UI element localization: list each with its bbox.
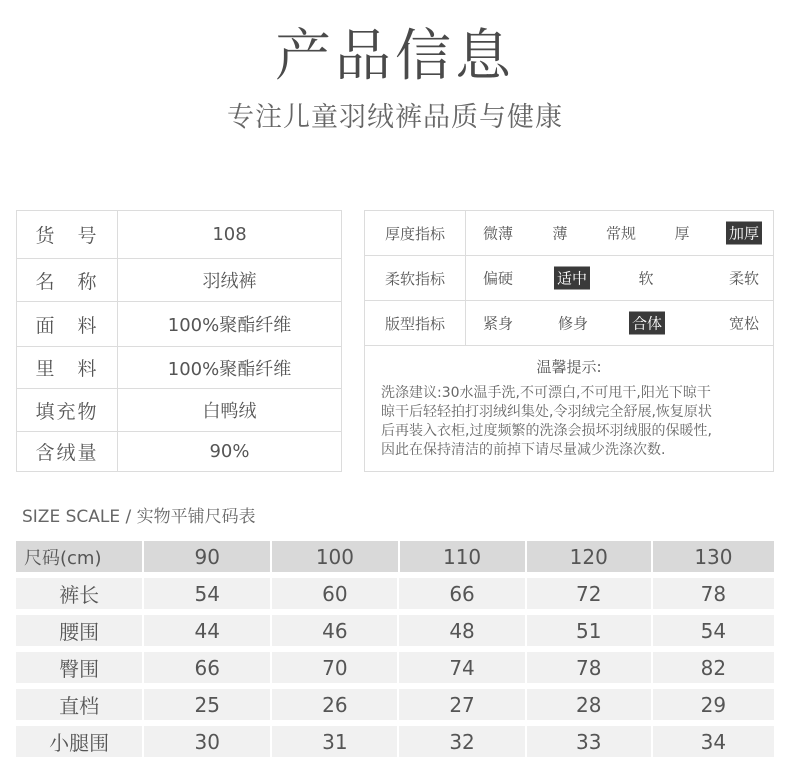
care-line: 因此在保持清洁的前掉下请尽量减少洗涤次数. [381, 442, 666, 458]
table-row [16, 652, 774, 683]
size-table-header [16, 541, 774, 572]
table-row [16, 578, 774, 609]
size-row-label: 臀围 [16, 652, 142, 683]
info-row [17, 347, 341, 389]
spec-option-selected: 适中 [554, 267, 590, 290]
size-cell: 66 [144, 652, 270, 683]
info-value: 羽绒裤 [202, 271, 257, 292]
size-header-cell: 130 [653, 541, 774, 572]
product-info-table [16, 210, 342, 472]
info-key: 里 料 [17, 347, 118, 388]
spec-option-selected: 加厚 [726, 222, 762, 245]
size-cell: 82 [653, 652, 774, 683]
table-row [16, 615, 774, 646]
size-cell: 44 [144, 615, 270, 646]
size-cell: 46 [272, 615, 397, 646]
care-line: 后再装入衣柜,过度频繁的洗涤会损坏羽绒服的保暖性, [381, 423, 712, 439]
info-row [17, 432, 341, 471]
size-cell: 34 [653, 726, 774, 757]
spec-option: 紧身 [482, 314, 514, 333]
info-key: 货 号 [17, 211, 118, 258]
size-cell: 26 [272, 689, 397, 720]
care-line: 洗涤建议:30水温手洗,不可漂白,不可甩干,阳光下晾干 [381, 385, 711, 401]
info-row [17, 389, 341, 432]
size-header-cell: 120 [527, 541, 651, 572]
size-header-cell: 尺码(cm) [16, 541, 142, 572]
spec-options [466, 256, 773, 300]
info-value: 90% [209, 441, 250, 462]
spec-row-thickness [365, 211, 773, 256]
info-value: 100%聚酯纤维 [167, 358, 292, 380]
size-cell: 66 [399, 578, 524, 609]
info-key: 名 称 [17, 259, 118, 301]
size-cell: 78 [653, 578, 774, 609]
spec-option: 偏硬 [482, 269, 514, 288]
spec-option: 柔软 [728, 269, 760, 288]
spec-options [466, 301, 773, 345]
size-cell: 28 [527, 689, 651, 720]
size-cell: 48 [399, 615, 524, 646]
spec-option: 厚 [674, 224, 690, 243]
size-cell: 25 [144, 689, 270, 720]
size-header-cell: 90 [144, 541, 270, 572]
table-row [16, 689, 774, 720]
info-row [17, 211, 341, 259]
size-cell: 32 [399, 726, 524, 757]
size-cell: 54 [144, 578, 270, 609]
spec-option: 常规 [605, 224, 637, 243]
size-cell: 51 [527, 615, 651, 646]
info-value: 100%聚酯纤维 [167, 315, 292, 336]
spec-option: 修身 [557, 314, 589, 333]
info-value: 108 [212, 224, 247, 245]
care-line: 晾干后轻轻拍打羽绒纠集处,令羽绒完全舒展,恢复原状 [381, 404, 712, 420]
page-title: 产品信息 [275, 24, 515, 89]
spec-key: 版型指标 [365, 301, 466, 345]
spec-row-fit [365, 301, 773, 346]
size-cell: 72 [527, 578, 651, 609]
care-instructions [381, 384, 761, 460]
info-key: 填充物 [17, 389, 118, 431]
spec-key: 柔软指标 [365, 256, 466, 300]
size-row-label: 腰围 [16, 615, 142, 646]
page-subtitle: 专注儿童羽绒裤品质与健康 [227, 102, 563, 133]
info-key: 面 料 [17, 302, 118, 346]
size-row-label: 小腿围 [16, 726, 142, 757]
spec-option: 薄 [552, 224, 568, 243]
size-cell: 33 [527, 726, 651, 757]
size-row-label: 直档 [16, 689, 142, 720]
size-cell: 70 [272, 652, 397, 683]
size-cell: 30 [144, 726, 270, 757]
info-row [17, 302, 341, 347]
size-cell: 60 [272, 578, 397, 609]
spec-option-selected: 合体 [629, 312, 665, 335]
info-row [17, 259, 341, 302]
table-row [16, 726, 774, 757]
size-header-cell: 100 [272, 541, 397, 572]
size-cell: 78 [527, 652, 651, 683]
size-scale-heading: SIZE SCALE / 实物平铺尺码表 [22, 507, 256, 527]
spec-option: 宽松 [728, 314, 760, 333]
size-header-cell: 110 [400, 541, 525, 572]
size-cell: 27 [399, 689, 524, 720]
spec-box [364, 210, 774, 472]
spec-option: 微薄 [482, 224, 514, 243]
size-cell: 54 [653, 615, 774, 646]
size-cell: 74 [399, 652, 524, 683]
info-key: 含绒量 [17, 432, 118, 471]
info-value: 白鸭绒 [202, 401, 257, 422]
spec-option: 软 [638, 269, 654, 288]
size-cell: 29 [653, 689, 774, 720]
size-row-label: 裤长 [16, 578, 142, 609]
spec-key: 厚度指标 [365, 211, 466, 255]
spec-options [466, 211, 773, 255]
spec-row-softness [365, 256, 773, 301]
size-cell: 31 [272, 726, 397, 757]
care-title: 温馨提示: [536, 358, 602, 376]
